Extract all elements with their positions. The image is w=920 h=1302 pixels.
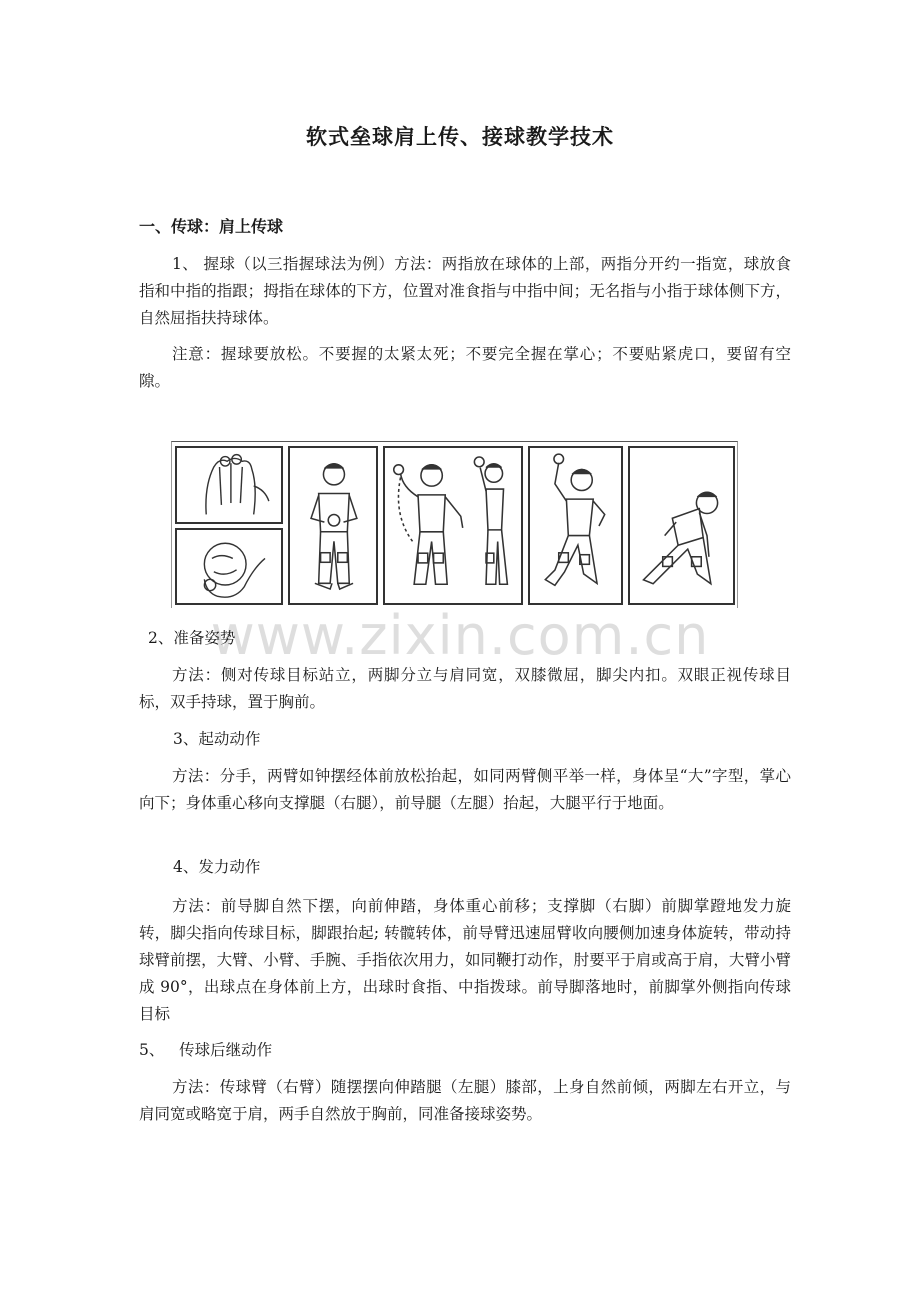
step1-note-text: 注意：握球要放松。不要握的太紧太死；不要完全握在掌心；不要贴紧虎口，要留有空隙。 (139, 345, 791, 390)
throwing-sequence-illustration (171, 441, 738, 608)
follow-through-figure (630, 448, 733, 603)
hand-grip-top-image (177, 448, 281, 522)
site-watermark: www.zixin.com.cn (210, 604, 710, 667)
step5-heading: 5、 传球后继动作 (139, 1041, 273, 1059)
ready-stance-figure (290, 448, 376, 603)
section-heading-throwing: 一、传球：肩上传球 (139, 217, 284, 236)
step4-heading: 4、发力动作 (173, 858, 261, 876)
step4-text: 方法：前导脚自然下摆，向前伸踏，身体重心前移；支撑脚（右脚）前脚掌蹬地发力旋转，脚尖指向传球目标，脚跟抬起; 转髋转体，前导臂迅速屈臂收向腰侧加速身体旋转，带动持球臂前摆，大臂、小臂、手腕、手指依次用力，如同鞭打动作，肘要平于肩或高于肩，大臂小臂成 90°，出球点在身体前上方，出球时食指、中指拨球。前导脚落地时，前脚掌外侧指向传球目标 (139, 897, 791, 1023)
windup-motion-panel (383, 446, 523, 605)
step2-text: 方法：侧对传球目标站立，两脚分立与肩同宽，双膝微屈，脚尖内扣。双眼正视传球目标，双手持球，置于胸前。 (139, 666, 791, 711)
ready-stance-panel (288, 446, 378, 605)
step2-heading: 2、准备姿势 (148, 629, 236, 647)
hand-grip-bottom-image (177, 530, 281, 603)
windup-motion-figures (385, 448, 521, 603)
grip-top-view-panel (175, 446, 283, 524)
step1-grip-text: 1、 握球（以三指握球法为例）方法：两指放在球体的上部，两指分开约一指宽，球放食指和中指的指跟；拇指在球体的下方，位置对准食指与中指中间；无名指与小指于球体侧下方，自然屈指扶持球体。 (139, 255, 791, 327)
power-motion-panel (528, 446, 623, 605)
step5-text: 方法：传球臂（右臂）随摆摆向伸踏腿（左腿）膝部，上身自然前倾，两脚左右开立，与肩同宽或略宽于肩，两手自然放于胸前，同准备接球姿势。 (139, 1078, 791, 1123)
grip-bottom-view-panel (175, 528, 283, 605)
document-title: 软式垒球肩上传、接球教学技术 (306, 125, 614, 149)
follow-through-panel (628, 446, 735, 605)
step3-heading: 3、起动动作 (173, 730, 261, 748)
step3-text: 方法：分手，两臂如钟摆经体前放松抬起，如同两臂侧平举一样，身体呈“大”字型，掌心向下；身体重心移向支撑腿（右腿），前导腿（左腿）抬起，大腿平行于地面。 (139, 767, 791, 812)
power-motion-figure (530, 448, 621, 603)
